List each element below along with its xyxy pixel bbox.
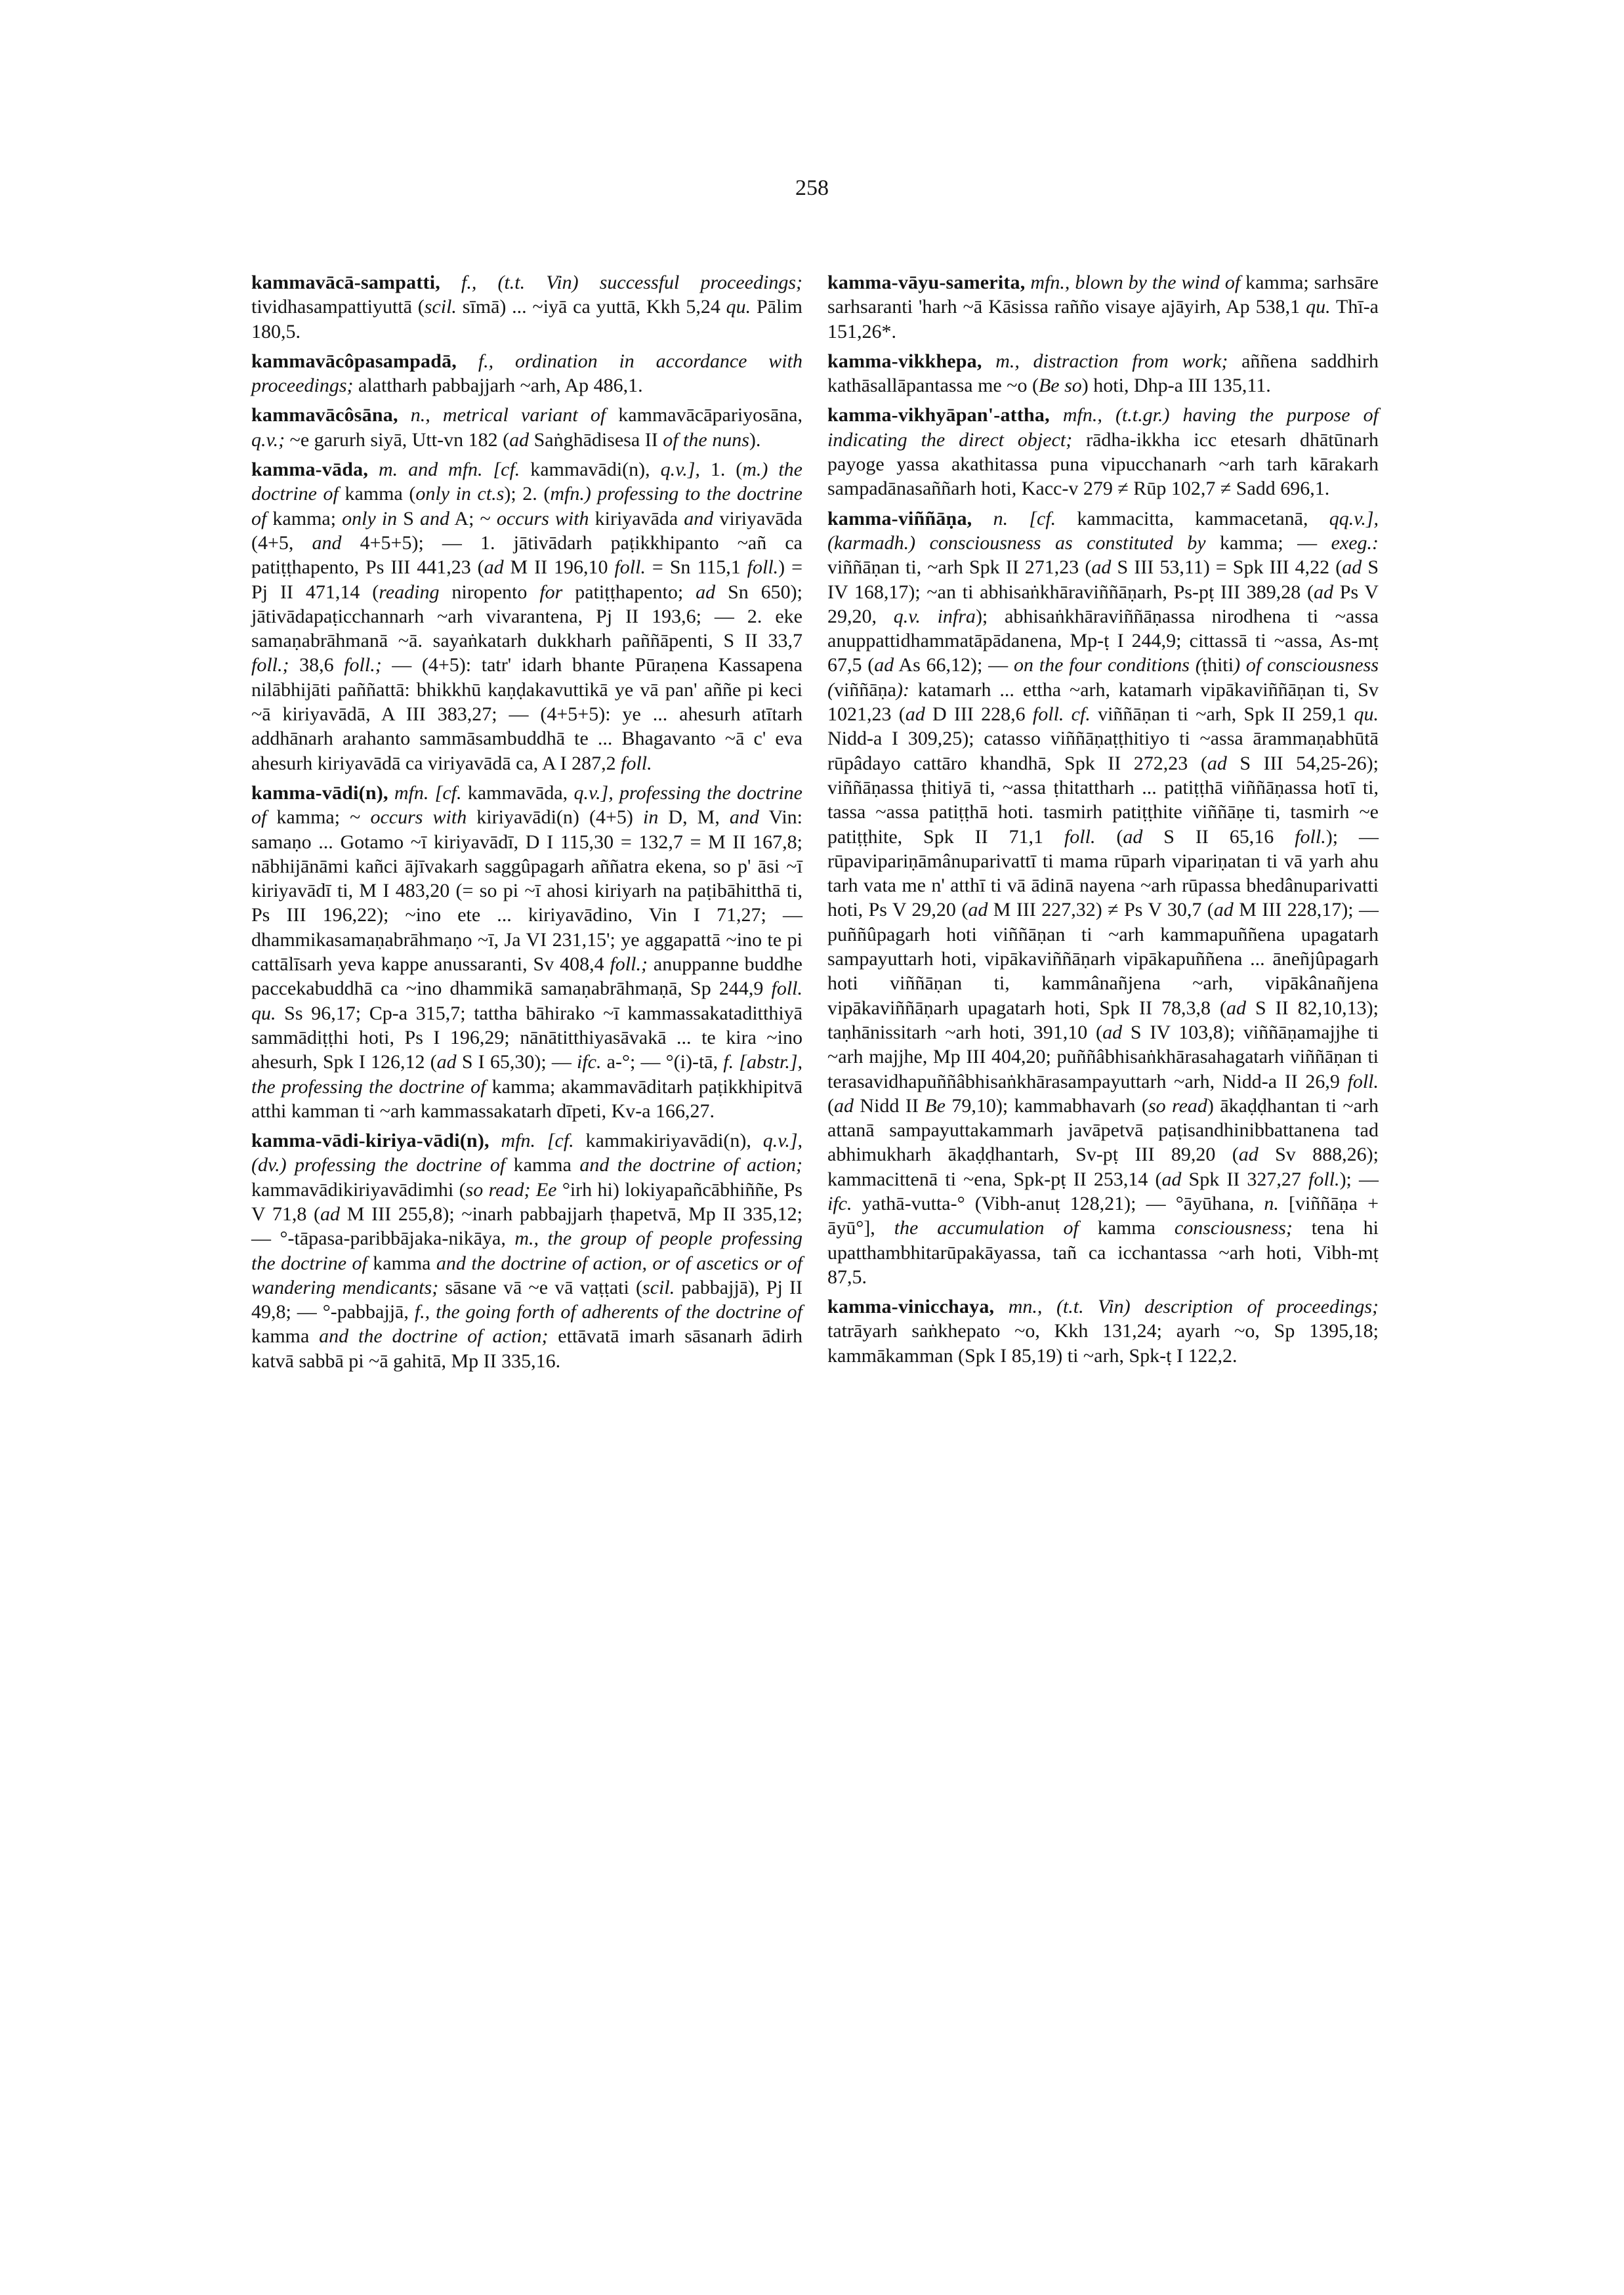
entry-text-segment: q.v.; [251,428,285,451]
entry-text-segment: Ss 96,17; Cp-a 315,7; tattha bāhirako ~ī kammassakataditthiyā sammādiṭṭhi hoti, Ps I 196,29; nānātitthiyasāvakā ... te kira ~ino ahesurh, Spk I 126,12 ( [251,1002,802,1073]
dictionary-entry [827,349,1379,398]
entry-text-segment: and [420,507,450,529]
entry-text-segment: and [684,507,714,529]
entry-text-segment: = Sn 115,1 [645,556,747,579]
entry-text-segment: 79,10); kammabhavarh ( [945,1094,1148,1117]
entry-text-segment: f., ordination in accordance with proceedings; [251,350,802,397]
entry-text-segment: kammavādi(n), [520,459,661,481]
entry-text-segment: ad [1161,1168,1182,1190]
entry-text-segment: in [642,806,659,829]
entry-text-segment: kamma; — [1205,531,1331,554]
entry-text-segment: S III 53,11) = Spk III 4,22 ( [1111,556,1343,579]
entry-text-segment: a-°; — °(i)-tā, [601,1051,724,1073]
entry-text-segment: and [729,806,759,829]
entry-text-segment: anuppanne buddhe paccekabuddhā ca ~ino dhammikā samaṇabrāhmaṇā, Sp 244,9 [251,953,802,1000]
entry-text-segment: scil. [424,296,457,318]
dictionary-entry [827,507,1379,1290]
entry-text-segment: m., distraction from work; [982,350,1228,372]
entry-text-segment: q.v. infra [893,605,976,627]
entry-text-segment: ad [834,1094,854,1117]
entry-text-segment: foll.; [610,953,648,976]
entry-text-segment: tatrāyarh saṅkhepato ~o, Kkh 131,24; ayarh ~o, Sp 1395,18; kammākamman (Spk I 85,19) ti ~arh, Spk-ṭ I 122,2. [827,1320,1379,1367]
entry-text-segment: ifc. [577,1051,602,1073]
entry-text-segment: foll. cf. [1032,703,1091,726]
entry-text-segment: ): [896,678,909,701]
entry-headword: kamma-vādi(n), [251,781,388,804]
entry-text-segment: kamma [1078,1217,1175,1239]
entry-text-segment: kammacitta, kammacetanā, [1056,507,1329,529]
entry-headword: kammavācā-sampatti, [251,272,440,293]
entry-text-segment: kamma ( [338,483,416,505]
entry-text-segment: ad [1213,899,1234,921]
entry-text-segment: Thī-a 151,26*. [827,296,1379,342]
entry-text-segment: mfn. [cf. [489,1130,574,1152]
entry-text-segment: ettāvatā imarh sāsanarh ādirh katvā sabbā pi ~ā gahitā, Mp II 335,16. [251,1325,803,1372]
entry-text-segment: viññāṇan ti ~arh, Spk II 259,1 [1090,703,1354,726]
entry-headword: kamma-vikkhepa, [827,350,982,372]
entry-text-segment: ). [749,428,761,451]
entry-text-segment: ~e garurh siyā, Utt-vn 182 ( [285,428,510,451]
entry-text-segment: and the doctrine of action; [579,1154,802,1176]
dictionary-entry [827,270,1379,344]
entry-text-segment: tividhasampattiyuttā ( [251,296,425,318]
entry-text-segment: the accumulation of [894,1217,1079,1239]
entry-text-segment: S II 65,16 [1142,825,1295,848]
entry-text-segment: mfn., (t.t.gr.) having the purpose of indicating the direct object; [827,404,1379,451]
entry-headword: kamma-vādi-kiriya-vādi(n), [251,1130,489,1152]
entry-text-segment: kamma; akammavāditarh paṭikkhipitvā atthi kamman ti ~arh kammassakatarh dīpeti, Kv-a 166,27. [251,1075,802,1122]
entry-text-segment: q.v.], (dv.) professing the doctrine of [251,1130,802,1176]
entry-text-segment: foll. [621,752,652,774]
entry-text-segment: mfn. [cf. [388,781,462,804]
entry-text-segment: patiṭṭhapento; [562,581,696,603]
entry-text-segment: 38,6 [289,654,344,676]
entry-text-segment: Ps V 29,20, [827,581,1379,627]
entry-text-segment: alattharh pabbajjarh ~arh, Ap 486,1. [353,375,643,397]
entry-text-segment: m. and mfn. [cf. [368,459,520,481]
entry-text-segment: Pālim 180,5. [251,296,802,342]
entry-text-segment: M II 196,10 [503,556,615,579]
entry-text-segment: M III 255,8); ~inarh pabbajjarh ṭhapetvā, Mp II 335,12; — °-tāpasa-paribbājaka-nikāya, [251,1203,802,1250]
dictionary-entry [251,1128,802,1373]
entry-text-segment: m.) the doctrine of [251,459,802,505]
dictionary-entry [251,349,802,398]
entry-text-segment: viññāṇa [834,678,896,701]
entry-text-segment: pabbajjā), Pj II 49,8; — °-pabbajjā, [251,1276,803,1323]
entry-text-segment: Nidd II [854,1094,925,1117]
entry-text-segment: kamma; [266,507,343,529]
entry-text-segment: Sn 650); jātivādapaṭicchannarh ~arh vivarantena, Pj II 193,6; — 2. eke samaṇabrāhmanā ~ā. sayaṅkatarh dukkharh paññāpenti, S II 33,7 [251,581,802,652]
entry-text-segment: ad [1102,1021,1123,1043]
entry-text-segment: niropento [439,581,540,603]
entry-text-segment: aññena saddhirh kathāsallāpantassa me ~o ( [827,350,1379,397]
entry-text-segment: A; ~ [449,507,497,529]
entry-text-segment: ); 2. ( [504,483,551,505]
entry-text-segment: viññāṇan ti, ~arh Spk II 271,23 ( [827,556,1092,579]
entry-text-segment: of the nuns [663,428,749,451]
entry-text-segment: ad [696,581,716,603]
entry-headword: kamma-vāyu-samerita, [827,272,1026,293]
entry-text-segment: Saṅghādisesa II [529,428,663,451]
entry-text-segment: occurs with [370,806,467,829]
entry-text-segment: ) hoti, Dhp-a III 135,11. [1081,375,1271,397]
entry-text-segment: S III 54,25-26); viññāṇassa ṭhitiyā ti, ~assa ṭhitattharh ... patiṭṭhā viññāṇassa hotī ti, tassa ~assa patiṭṭhā hoti. tasmirh patiṭṭhite viññāṇe ti, tasmirh ~e patiṭṭhite, Spk II 71,1 [827,752,1379,848]
entry-text-segment: rādha-ikkha icc etesarh dhātūnarh payoge yassa akathitassa puna vipucchanarh ~arh tarh kārakarh sampadānasaññarh hoti, Kacc-v 279 ≠ Rūp 102,7 ≠ Sadd 696,1. [827,428,1379,500]
entry-text-segment: D III 228,6 [925,703,1033,726]
entry-text-segment: ad [509,428,530,451]
entry-headword: kamma-vāda, [251,459,369,481]
entry-text-segment: mfn.) professing to the doctrine of [251,483,802,529]
entry-text-segment: ad [874,654,894,676]
entry-headword: kamma-vinicchaya, [827,1296,995,1318]
entry-text-segment: qu. [726,296,751,318]
entry-text-segment: reading [379,581,440,603]
entry-text-segment: S IV 103,8); viññāṇamajjhe ti ~arh majjhe, Mp III 404,20; puññâbhisaṅkhārasahagatarh viññāṇan ti terasavidhapuññâbhisaṅkhārasampayuttarh ~arh, Nidd-a II 26,9 [827,1021,1379,1092]
left-column [251,270,802,1378]
entry-text-segment: n. [1264,1192,1279,1214]
entry-text-segment: f. [abstr.], the professing the doctrine of [251,1051,803,1098]
entry-text-segment: Vin: samaṇo ... Gotamo ~ī kiriyavādī, D I 115,30 = 132,7 = M II 167,8; nābhijānāmi kañci ājīvakarh saggûpagarh aññatra ekena, so p' āsi ~ī kiriyavādī ti, M I 483,20 (= so pi ~ī ahosi kiriyarh na paṭibāhitthā ti, Ps III 196,22); ~ino ete ... kiriyavādino, Vin I 71,27; — dhammikasamaṇabrāhmaṇo ~ī, Ja VI 231,15'; ye aggapattā ~ino te pi cattālīsarh yeva kappe anussaranti, Sv 408,4 [251,806,802,976]
entry-text-segment: tena hi upatthambhitarūpakāyassa, tañ ca icchantassa ~arh hoti, Vibh-mṭ 87,5. [827,1217,1379,1288]
entry-text-segment: yathā-vutta-° (Vibh-anuṭ 128,21); — °āyūhana, [852,1192,1264,1214]
entry-text-segment: M III 227,32) ≠ Ps V 30,7 ( [988,899,1214,921]
entry-text-segment: scil. [642,1276,675,1298]
entry-text-segment: ad [905,703,925,726]
entry-text-segment: Be so [1038,375,1082,397]
entry-text-segment: ad [1314,581,1334,603]
entry-text-segment: viriyavāda (4+5, [251,507,802,554]
entry-text-segment: kammavācāpariyosāna, [606,404,802,426]
entry-text-segment: ) of consciousness ( [827,654,1379,701]
entry-text-segment: exeg.: [1331,531,1379,554]
entry-text-segment: foll. [1308,1168,1340,1190]
entry-text-segment: kammavāda, [461,781,574,804]
entry-text-segment: on the four conditions ( [1013,654,1202,676]
entry-text-segment: and [312,531,342,554]
entry-text-segment: n., metrical variant of [398,404,606,426]
entry-text-segment: kamma [367,1252,436,1274]
entry-text-segment: S II 82,10,13); taṇhānissitarh ~arh hoti, 391,10 ( [827,997,1379,1043]
entry-text-segment: 4+5+5); — 1. jātivādarh paṭikkhipanto ~añ ca patiṭṭhapento, Ps III 441,23 ( [251,531,802,579]
entry-text-segment: S [397,507,421,529]
entry-text-segment: foll. [1347,1070,1379,1092]
entry-text-segment: kamma [251,1325,320,1348]
entry-text-segment: — (4+5): tatr' idarh bhante Pūraṇena Kassapena nilābhijāti paññattā: bhikkhū kaṇḍakavuttikā ye vā pan' aññe pi keci ~ā kiriyavādā, A III 383,27; — (4+5+5): ye ... ahesurh atītarh addhānarh arahanto sammāsambuddhā te ... Bhagavanto ~ā c' eva ahesurh kiriyavādā ca viriyavādā ca, A I 287,2 [251,654,803,774]
dictionary-entry [251,403,802,452]
entry-text-segment: D, M, [658,806,730,829]
entry-text-segment: Spk II 327,27 [1181,1168,1309,1190]
entry-text-segment: ifc. [827,1192,852,1214]
entry-text-segment: foll. [1295,825,1326,848]
entry-text-segment: consciousness; [1174,1217,1293,1239]
entry-text-segment: ( [827,1094,834,1117]
entry-text-segment: kamma; sarhsāre sarhsaranti 'harh ~ā Kāsissa rañño visaye ajāyirh, Ap 538,1 [827,272,1379,318]
entry-headword: kamma-viññāṇa, [827,507,972,529]
entry-text-segment: 1. ( [699,459,743,481]
entry-text-segment: ); — rūpavipariṇāmânuparivattī ti mama rūparh vipariṇatan ti vā yarh ahu tarh vata me n' atthī ti vā ādinā nayena ~arh rūpassa bhedânuparivatti hoti, Ps V 29,20 ( [827,825,1379,921]
entry-text-segment: ad [320,1203,341,1225]
entry-text-segment: sīmā) ... ~iyā ca yuttā, Kkh 5,24 [456,296,726,318]
entry-text-segment: foll. [614,556,646,579]
entry-text-segment: ad [1238,1144,1259,1166]
entry-text-segment: q.v.], professing the doctrine of [251,781,802,829]
entry-text-segment: ad [968,899,988,921]
entry-text-segment: Be [925,1094,946,1117]
entry-text-segment: foll.; [251,654,289,676]
entry-text-segment: kamma [505,1154,580,1176]
dictionary-entry [251,270,802,344]
entry-headword: kammavācôpasampadā, [251,350,457,372]
entry-text-segment: only in ct.s [415,483,505,505]
entry-text-segment: kammavādikiriyavādimhi ( [251,1178,466,1201]
entry-text-segment: ad [1123,825,1143,848]
entry-text-segment: S IV 168,17); ~an ti abhisaṅkhāraviññāṇarh, Ps-pṭ III 389,28 ( [827,556,1379,603]
entry-text-segment: m., the group of people professing the doctrine of [251,1228,802,1274]
entry-text-segment: ad [436,1051,457,1073]
entry-text-segment: f., the going forth of adherents of the doctrine of [414,1301,802,1323]
entry-text-segment: foll. [747,556,779,579]
entry-text-segment: so read [1148,1094,1207,1117]
entry-text-segment: qq.v.], (karmadh.) consciousness as constituted by [827,507,1379,554]
entry-text-segment: and the doctrine of action; [319,1325,549,1348]
entry-text-segment: ad [1207,752,1227,774]
entry-text-segment: ad [1091,556,1112,579]
entry-text-segment: foll. qu. [251,978,802,1024]
entry-text-segment: qu. [1354,703,1379,726]
entry-text-segment: f., (t.t. Vin) successful proceedings; [440,272,802,293]
entry-text-segment: only in [342,507,398,529]
entry-text-segment: kiriyavāda [589,507,684,529]
dictionary-entry [827,1294,1379,1368]
entry-text-segment: Nidd-a I 309,25); catasso viññāṇaṭṭhitiyo ti ~assa ārammaṇabhūtā rūpâdayo cattāro khandhā, Spk II 272,23 ( [827,728,1379,774]
entry-text-segment: ad [1226,997,1246,1019]
entry-text-segment: ad [1342,556,1362,579]
dictionary-entry [827,403,1379,501]
dictionary-entry [251,781,802,1123]
entry-text-segment: ad [484,556,504,579]
entry-text-segment: ṭhiti [1201,654,1234,676]
entry-text-segment: so read; Ee [465,1178,557,1201]
entry-text-segment: ( [1095,825,1123,848]
entry-text-segment: Sv 888,26); kammacittenā ti ~ena, Spk-pṭ II 253,14 ( [827,1144,1379,1190]
entry-text-segment: for [539,581,563,603]
entry-text-segment: sāsane vā ~e vā vaṭṭati ( [438,1276,643,1298]
entry-text-segment: q.v.], [660,459,700,481]
entry-text-segment: foll.; [344,654,382,676]
entry-text-segment: mn., (t.t. Vin) description of proceedings; [994,1296,1379,1318]
entry-text-segment: and the doctrine of action, or of ascetics or of wandering mendicants; [251,1252,802,1298]
entry-text-segment: ); abhisaṅkhāraviññāṇassa nirodhena ti ~assa anuppattidhammatāpādanena, Mp-ṭ I 244,9; cittassā ti ~assa, As-mṭ 67,5 ( [827,605,1379,676]
entry-text-segment: S I 65,30); — [456,1051,577,1073]
entry-text-segment: ) ākaḍḍhantan ti ~arh attanā sampayuttakammarh javāpetvā paṭisandhinibbattanena tad abhimukharh ākaḍḍhantarh, Sv-pṭ III 89,20 ( [827,1094,1379,1166]
right-column [827,270,1379,1373]
entry-text-segment: kammakiriyavādi(n), [573,1130,763,1152]
entry-headword: kamma-vikhyāpan'-attha, [827,404,1050,426]
entry-text-segment: kiriyavādi(n) (4+5) [467,806,643,829]
entry-headword: kammavācôsāna, [251,404,398,426]
entry-text-segment: occurs with [496,507,589,529]
entry-text-segment: katamarh ... ettha ~arh, katamarh vipākaviññāṇan ti, Sv 1021,23 ( [827,678,1379,726]
entry-text-segment: M III 228,17); — puññûpagarh hoti viññāṇan ti ~arh kammapuññena upagatarh sampayuttarh hoti, vipākaviññāṇarh vipākapuññena ... āneñjûpagarh hoti viññāṇan ti, kammânañjena ~arh, vipākânañjena vipākaviññāṇarh upagatarh hoti, Spk II 78,3,8 ( [827,899,1379,1019]
entry-text-segment: mfn., blown by the wind of [1025,272,1241,293]
entry-text-segment: [viññāṇa + āyū°], [827,1192,1379,1239]
dictionary-entry [251,457,802,775]
page-number: 258 [795,176,829,200]
entry-text-segment: °irh hi) lokiyapañcābhiññe, Ps V 71,8 ( [251,1178,802,1225]
entry-text-segment: foll. [1064,825,1096,848]
entry-text-segment: qu. [1306,296,1331,318]
entry-text-segment: ) = Pj II 471,14 ( [251,556,802,603]
entry-text-segment: n. [cf. [972,507,1056,529]
entry-text-segment: As 66,12); — [894,654,1014,676]
entry-text-segment: ); — [1339,1168,1379,1190]
entry-text-segment: kamma; ~ [266,806,371,829]
